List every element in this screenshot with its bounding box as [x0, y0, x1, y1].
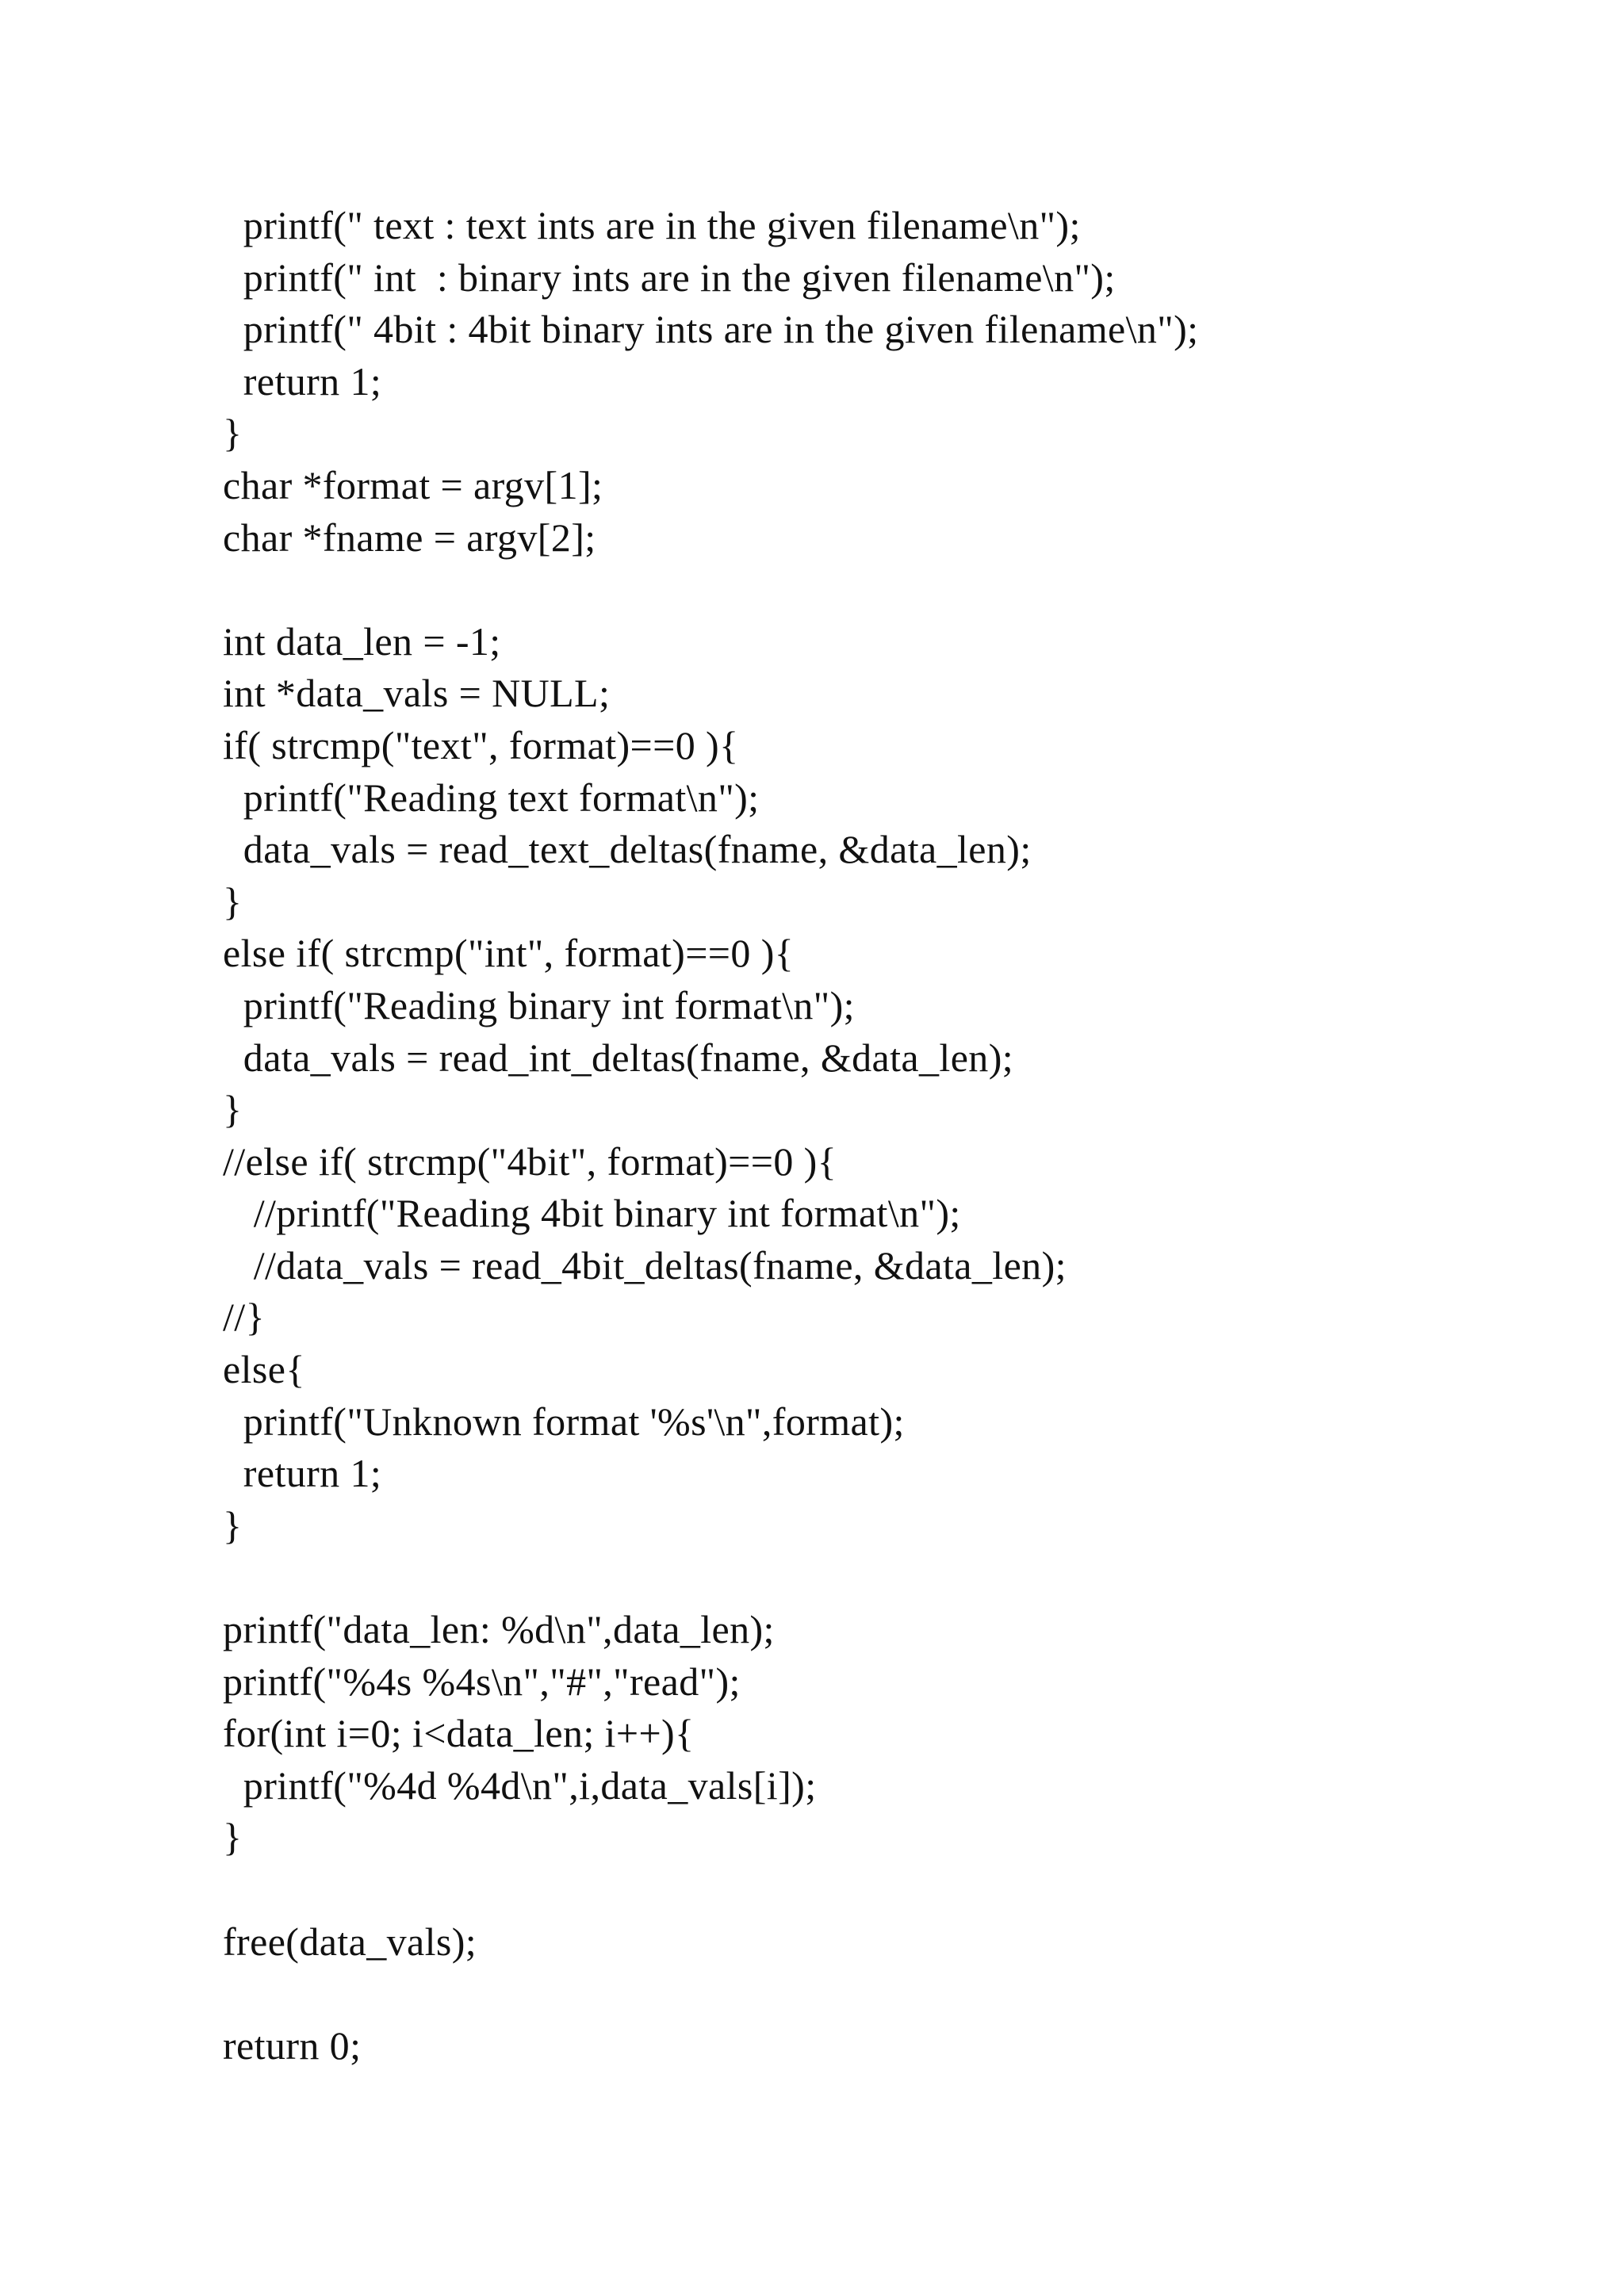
- code-line: char *format = argv[1];: [223, 462, 603, 507]
- code-line: printf("data_len: %d\n",data_len);: [223, 1607, 775, 1652]
- code-line: char *fname = argv[2];: [223, 515, 596, 560]
- code-line: printf(" text : text ints are in the given filename\n");: [223, 203, 1081, 247]
- code-line: else if( strcmp("int", format)==0 ){: [223, 931, 795, 976]
- blank-line: [223, 564, 1571, 616]
- code-listing: [223, 200, 1571, 2072]
- code-line: printf("%4d %4d\n",i,data_vals[i]);: [223, 1762, 817, 1808]
- blank-line: [223, 1968, 1571, 2020]
- code-line: }: [223, 1815, 243, 1860]
- code-line: int *data_vals = NULL;: [223, 671, 611, 716]
- code-line: return 0;: [223, 2022, 362, 2068]
- code-line: return 1;: [223, 358, 382, 404]
- blank-line: [223, 1552, 1571, 1604]
- comment-line: //}: [223, 1295, 265, 1340]
- code-line: }: [223, 1502, 243, 1548]
- code-line: }: [223, 411, 243, 456]
- comment-line: //data_vals = read_4bit_deltas(fname, &data_len);: [223, 1242, 1067, 1288]
- code-line: data_vals = read_text_deltas(fname, &data_len);: [223, 827, 1032, 872]
- code-line: printf(" 4bit : 4bit binary ints are in the given filename\n");: [223, 307, 1199, 352]
- code-line: }: [223, 1087, 243, 1132]
- code-line: printf("%4s %4s\n","#","read");: [223, 1659, 741, 1704]
- code-line: if( strcmp("text", format)==0 ){: [223, 722, 739, 767]
- comment-line: //printf("Reading 4bit binary int format\n");: [223, 1191, 961, 1236]
- code-line: int data_len = -1;: [223, 618, 501, 664]
- code-line: for(int i=0; i<data_len; i++){: [223, 1711, 695, 1756]
- code-line: printf("Reading binary int format\n");: [223, 982, 855, 1027]
- code-line: else{: [223, 1347, 305, 1392]
- code-line: return 1;: [223, 1451, 382, 1496]
- code-line: data_vals = read_int_deltas(fname, &data_len);: [223, 1035, 1014, 1080]
- comment-line: //else if( strcmp("4bit", format)==0 ){: [223, 1138, 837, 1184]
- blank-line: [223, 1864, 1571, 1916]
- code-line: free(data_vals);: [223, 1919, 477, 1964]
- code-line: printf("Unknown format '%s'\n",format);: [223, 1399, 905, 1444]
- code-line: printf(" int : binary ints are in the given filename\n");: [223, 254, 1116, 300]
- code-line: printf("Reading text format\n");: [223, 775, 760, 820]
- code-line: }: [223, 878, 243, 924]
